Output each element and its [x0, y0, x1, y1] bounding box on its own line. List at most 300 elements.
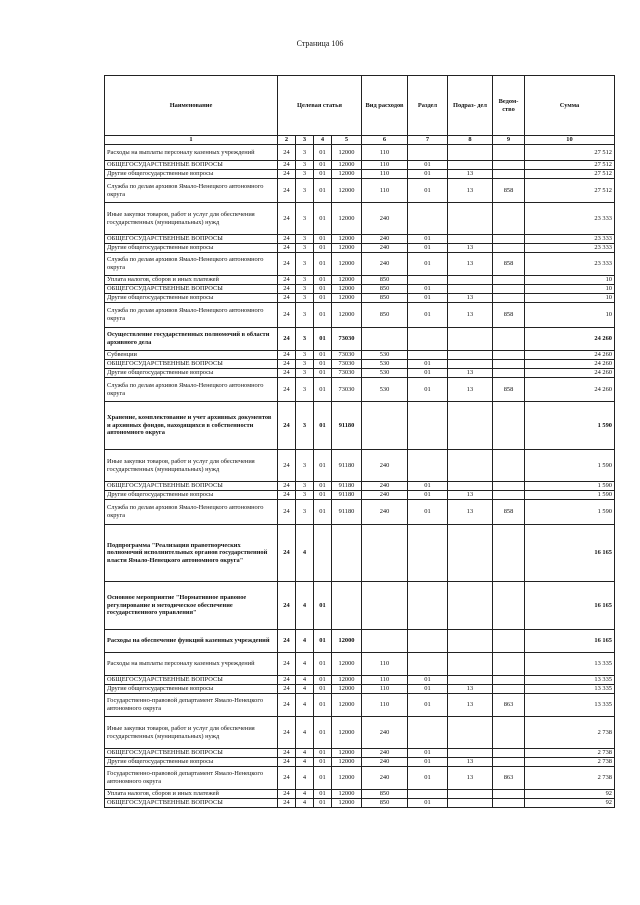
cell-expense-kind — [362, 328, 408, 351]
cell-sum: 2 738 — [525, 767, 615, 790]
cell-name: Другие общегосударственные вопросы — [105, 294, 278, 303]
table-row — [105, 285, 615, 294]
cell-direction: 12000 — [332, 685, 362, 694]
cell-program: 24 — [278, 179, 296, 203]
column-number: 10 — [525, 136, 615, 145]
cell-name: Служба по делам архивов Ямало-Ненецкого автономного округа — [105, 378, 278, 402]
cell-name: ОБЩЕГОСУДАРСТВЕННЫЕ ВОПРОСЫ — [105, 799, 278, 808]
cell-sum: 10 — [525, 276, 615, 285]
cell-name: Уплата налогов, сборов и иных платежей — [105, 276, 278, 285]
cell-subprogram: 4 — [296, 758, 314, 767]
cell-subprogram: 3 — [296, 253, 314, 276]
cell-measure: 01 — [314, 653, 332, 676]
cell-direction — [332, 582, 362, 630]
cell-expense-kind: 850 — [362, 294, 408, 303]
table-row — [105, 450, 615, 482]
cell-subprogram: 4 — [296, 653, 314, 676]
cell-subprogram: 4 — [296, 525, 314, 582]
cell-subprogram: 3 — [296, 294, 314, 303]
cell-subsection — [448, 402, 493, 450]
cell-department — [493, 161, 525, 170]
cell-section: 01 — [408, 253, 448, 276]
cell-measure: 01 — [314, 285, 332, 294]
cell-measure: 01 — [314, 694, 332, 717]
cell-expense-kind: 850 — [362, 285, 408, 294]
cell-name: ОБЩЕГОСУДАРСТВЕННЫЕ ВОПРОСЫ — [105, 161, 278, 170]
cell-subsection: 13 — [448, 767, 493, 790]
cell-measure: 01 — [314, 161, 332, 170]
cell-direction: 12000 — [332, 303, 362, 328]
cell-section — [408, 145, 448, 161]
cell-direction: 12000 — [332, 294, 362, 303]
cell-direction: 91180 — [332, 482, 362, 491]
cell-sum: 23 333 — [525, 244, 615, 253]
cell-subsection: 13 — [448, 170, 493, 179]
cell-sum: 1 590 — [525, 500, 615, 525]
cell-subsection — [448, 482, 493, 491]
table-row — [105, 161, 615, 170]
column-number: 8 — [448, 136, 493, 145]
cell-expense-kind: 530 — [362, 360, 408, 369]
cell-program: 24 — [278, 653, 296, 676]
cell-expense-kind: 110 — [362, 685, 408, 694]
cell-program: 24 — [278, 276, 296, 285]
cell-direction: 12000 — [332, 694, 362, 717]
cell-section: 01 — [408, 303, 448, 328]
cell-program: 24 — [278, 161, 296, 170]
cell-expense-kind: 110 — [362, 145, 408, 161]
cell-section — [408, 525, 448, 582]
cell-measure: 01 — [314, 749, 332, 758]
cell-department — [493, 758, 525, 767]
cell-subsection — [448, 285, 493, 294]
cell-expense-kind: 110 — [362, 161, 408, 170]
cell-section: 01 — [408, 767, 448, 790]
cell-sum: 24 260 — [525, 360, 615, 369]
cell-section: 01 — [408, 378, 448, 402]
cell-subsection — [448, 749, 493, 758]
cell-name: Другие общегосударственные вопросы — [105, 758, 278, 767]
cell-section: 01 — [408, 685, 448, 694]
cell-expense-kind: 240 — [362, 767, 408, 790]
table-row — [105, 685, 615, 694]
cell-subprogram: 3 — [296, 450, 314, 482]
cell-section: 01 — [408, 179, 448, 203]
cell-section — [408, 582, 448, 630]
cell-sum: 92 — [525, 790, 615, 799]
cell-direction: 12000 — [332, 767, 362, 790]
cell-measure: 01 — [314, 790, 332, 799]
cell-program: 24 — [278, 145, 296, 161]
cell-subprogram: 4 — [296, 630, 314, 653]
cell-measure: 01 — [314, 179, 332, 203]
cell-section — [408, 276, 448, 285]
cell-direction: 12000 — [332, 170, 362, 179]
cell-expense-kind: 530 — [362, 351, 408, 360]
cell-section — [408, 653, 448, 676]
cell-subprogram: 3 — [296, 145, 314, 161]
cell-measure: 01 — [314, 799, 332, 808]
header-department: Ведом- ство — [493, 76, 525, 136]
cell-department — [493, 328, 525, 351]
cell-measure: 01 — [314, 450, 332, 482]
cell-subprogram: 3 — [296, 500, 314, 525]
cell-measure: 01 — [314, 402, 332, 450]
table-row — [105, 799, 615, 808]
cell-sum: 16 165 — [525, 525, 615, 582]
cell-department — [493, 203, 525, 235]
cell-program: 24 — [278, 717, 296, 749]
cell-department — [493, 749, 525, 758]
cell-name: Другие общегосударственные вопросы — [105, 685, 278, 694]
cell-subsection: 13 — [448, 369, 493, 378]
cell-section — [408, 402, 448, 450]
cell-measure: 01 — [314, 328, 332, 351]
cell-sum: 24 260 — [525, 328, 615, 351]
column-number: 7 — [408, 136, 448, 145]
cell-expense-kind: 240 — [362, 450, 408, 482]
cell-department — [493, 360, 525, 369]
cell-program: 24 — [278, 676, 296, 685]
cell-program: 24 — [278, 582, 296, 630]
cell-subprogram: 3 — [296, 276, 314, 285]
cell-section: 01 — [408, 369, 448, 378]
cell-name: Иные закупки товаров, работ и услуг для обеспечения государственных (муниципальных) нужд — [105, 203, 278, 235]
cell-name: Расходы на выплаты персоналу казенных учреждений — [105, 653, 278, 676]
table-row — [105, 303, 615, 328]
cell-sum: 16 165 — [525, 630, 615, 653]
header-expense-kind: Вид расходов — [362, 76, 408, 136]
cell-section: 01 — [408, 161, 448, 170]
header-name: Наименование — [105, 76, 278, 136]
table-row — [105, 276, 615, 285]
cell-section — [408, 790, 448, 799]
cell-sum: 2 738 — [525, 717, 615, 749]
cell-expense-kind: 110 — [362, 694, 408, 717]
cell-name: Другие общегосударственные вопросы — [105, 170, 278, 179]
cell-measure: 01 — [314, 244, 332, 253]
cell-section: 01 — [408, 676, 448, 685]
cell-measure: 01 — [314, 303, 332, 328]
cell-department — [493, 653, 525, 676]
cell-section — [408, 203, 448, 235]
cell-sum: 1 590 — [525, 491, 615, 500]
cell-measure: 01 — [314, 170, 332, 179]
cell-department — [493, 799, 525, 808]
table-row — [105, 582, 615, 630]
cell-program: 24 — [278, 351, 296, 360]
cell-program: 24 — [278, 482, 296, 491]
cell-expense-kind: 240 — [362, 500, 408, 525]
cell-department: 858 — [493, 500, 525, 525]
cell-section: 01 — [408, 500, 448, 525]
cell-expense-kind — [362, 582, 408, 630]
cell-measure: 01 — [314, 253, 332, 276]
cell-department — [493, 491, 525, 500]
cell-measure: 01 — [314, 369, 332, 378]
column-number: 1 — [105, 136, 278, 145]
cell-subprogram: 4 — [296, 676, 314, 685]
cell-program: 24 — [278, 758, 296, 767]
cell-subsection — [448, 235, 493, 244]
cell-direction: 12000 — [332, 653, 362, 676]
table-row — [105, 369, 615, 378]
column-number: 2 — [278, 136, 296, 145]
cell-sum: 23 333 — [525, 235, 615, 244]
cell-program: 24 — [278, 170, 296, 179]
table-row — [105, 145, 615, 161]
cell-subprogram: 4 — [296, 694, 314, 717]
cell-name: Служба по делам архивов Ямало-Ненецкого автономного округа — [105, 253, 278, 276]
cell-sum: 24 260 — [525, 351, 615, 360]
cell-sum: 27 512 — [525, 145, 615, 161]
cell-sum: 1 590 — [525, 450, 615, 482]
cell-measure: 01 — [314, 294, 332, 303]
cell-subsection: 13 — [448, 253, 493, 276]
cell-subprogram: 3 — [296, 285, 314, 294]
cell-program: 24 — [278, 328, 296, 351]
cell-department — [493, 276, 525, 285]
cell-subprogram: 3 — [296, 203, 314, 235]
cell-measure: 01 — [314, 351, 332, 360]
cell-program: 24 — [278, 525, 296, 582]
cell-section: 01 — [408, 482, 448, 491]
cell-direction: 12000 — [332, 179, 362, 203]
cell-direction: 12000 — [332, 285, 362, 294]
cell-subsection — [448, 630, 493, 653]
cell-program: 24 — [278, 235, 296, 244]
cell-measure: 01 — [314, 717, 332, 749]
cell-subsection: 13 — [448, 758, 493, 767]
table-row — [105, 630, 615, 653]
cell-measure: 01 — [314, 360, 332, 369]
cell-subprogram: 3 — [296, 360, 314, 369]
cell-sum: 13 335 — [525, 676, 615, 685]
cell-expense-kind — [362, 630, 408, 653]
cell-name: Субвенции — [105, 351, 278, 360]
cell-sum: 92 — [525, 799, 615, 808]
header-subsection: Подраз- дел — [448, 76, 493, 136]
table-row — [105, 351, 615, 360]
table-row — [105, 500, 615, 525]
cell-direction: 12000 — [332, 630, 362, 653]
cell-expense-kind: 110 — [362, 179, 408, 203]
cell-section — [408, 450, 448, 482]
cell-department: 858 — [493, 303, 525, 328]
cell-subsection — [448, 203, 493, 235]
table-row — [105, 360, 615, 369]
cell-subprogram: 3 — [296, 161, 314, 170]
cell-measure: 01 — [314, 500, 332, 525]
cell-subsection — [448, 653, 493, 676]
cell-sum: 10 — [525, 285, 615, 294]
cell-subsection — [448, 360, 493, 369]
cell-direction: 12000 — [332, 799, 362, 808]
cell-sum: 13 335 — [525, 685, 615, 694]
column-number: 9 — [493, 136, 525, 145]
cell-department — [493, 582, 525, 630]
cell-department — [493, 482, 525, 491]
cell-name: Уплата налогов, сборов и иных платежей — [105, 790, 278, 799]
cell-measure: 01 — [314, 767, 332, 790]
cell-direction: 12000 — [332, 244, 362, 253]
cell-subsection: 13 — [448, 500, 493, 525]
cell-department — [493, 685, 525, 694]
column-number-row — [105, 136, 615, 145]
cell-subsection — [448, 328, 493, 351]
cell-section: 01 — [408, 758, 448, 767]
table-row — [105, 328, 615, 351]
cell-expense-kind: 850 — [362, 303, 408, 328]
cell-subsection — [448, 717, 493, 749]
cell-subsection — [448, 145, 493, 161]
cell-expense-kind: 240 — [362, 758, 408, 767]
table-row — [105, 790, 615, 799]
cell-expense-kind: 110 — [362, 170, 408, 179]
cell-program: 24 — [278, 294, 296, 303]
cell-subsection — [448, 676, 493, 685]
cell-expense-kind: 240 — [362, 253, 408, 276]
cell-expense-kind: 240 — [362, 749, 408, 758]
table-row — [105, 694, 615, 717]
cell-direction: 91180 — [332, 450, 362, 482]
table-row — [105, 767, 615, 790]
cell-expense-kind: 530 — [362, 378, 408, 402]
cell-name: Служба по делам архивов Ямало-Ненецкого автономного округа — [105, 303, 278, 328]
table-row — [105, 653, 615, 676]
cell-name: ОБЩЕГОСУДАРСТВЕННЫЕ ВОПРОСЫ — [105, 482, 278, 491]
cell-section — [408, 328, 448, 351]
cell-direction: 73030 — [332, 360, 362, 369]
cell-department: 858 — [493, 378, 525, 402]
cell-sum: 23 333 — [525, 253, 615, 276]
cell-direction — [332, 525, 362, 582]
cell-subprogram: 3 — [296, 170, 314, 179]
cell-direction: 12000 — [332, 749, 362, 758]
cell-name: Другие общегосударственные вопросы — [105, 491, 278, 500]
cell-sum: 1 590 — [525, 402, 615, 450]
cell-department — [493, 525, 525, 582]
table-body — [105, 145, 615, 808]
cell-subsection — [448, 161, 493, 170]
cell-name: ОБЩЕГОСУДАРСТВЕННЫЕ ВОПРОСЫ — [105, 676, 278, 685]
cell-sum: 27 512 — [525, 179, 615, 203]
cell-section: 01 — [408, 244, 448, 253]
cell-program: 24 — [278, 450, 296, 482]
table-row — [105, 758, 615, 767]
header-sum: Сумма — [525, 76, 615, 136]
cell-expense-kind: 240 — [362, 244, 408, 253]
table-row — [105, 749, 615, 758]
cell-subsection — [448, 276, 493, 285]
cell-sum: 13 335 — [525, 694, 615, 717]
cell-section: 01 — [408, 799, 448, 808]
table-row — [105, 482, 615, 491]
cell-sum: 2 738 — [525, 758, 615, 767]
cell-direction: 12000 — [332, 203, 362, 235]
cell-name: Служба по делам архивов Ямало-Ненецкого автономного округа — [105, 500, 278, 525]
cell-direction: 73030 — [332, 351, 362, 360]
table-row — [105, 378, 615, 402]
cell-section: 01 — [408, 694, 448, 717]
cell-direction: 73030 — [332, 369, 362, 378]
cell-subsection — [448, 790, 493, 799]
cell-section: 01 — [408, 491, 448, 500]
cell-subprogram: 3 — [296, 179, 314, 203]
cell-expense-kind: 850 — [362, 790, 408, 799]
cell-department: 858 — [493, 179, 525, 203]
cell-department — [493, 369, 525, 378]
cell-subsection: 13 — [448, 694, 493, 717]
cell-name: Другие общегосударственные вопросы — [105, 369, 278, 378]
cell-name: Расходы на выплаты персоналу казенных учреждений — [105, 145, 278, 161]
cell-program: 24 — [278, 402, 296, 450]
cell-name: Хранение, комплектование и учет архивных документов и архивных фондов, находящихся в собственности автономного округа — [105, 402, 278, 450]
cell-measure — [314, 525, 332, 582]
cell-sum: 27 512 — [525, 161, 615, 170]
cell-program: 24 — [278, 253, 296, 276]
cell-subsection: 13 — [448, 685, 493, 694]
table-row — [105, 402, 615, 450]
cell-measure: 01 — [314, 685, 332, 694]
cell-subprogram: 3 — [296, 491, 314, 500]
cell-department — [493, 285, 525, 294]
cell-measure: 01 — [314, 145, 332, 161]
cell-program: 24 — [278, 500, 296, 525]
cell-program: 24 — [278, 203, 296, 235]
table-row — [105, 676, 615, 685]
cell-department — [493, 790, 525, 799]
cell-program: 24 — [278, 799, 296, 808]
cell-program: 24 — [278, 285, 296, 294]
cell-expense-kind — [362, 402, 408, 450]
cell-name: Другие общегосударственные вопросы — [105, 244, 278, 253]
cell-name: ОБЩЕГОСУДАРСТВЕННЫЕ ВОПРОСЫ — [105, 749, 278, 758]
cell-direction: 91180 — [332, 491, 362, 500]
cell-expense-kind: 240 — [362, 491, 408, 500]
cell-department — [493, 170, 525, 179]
cell-sum: 1 590 — [525, 482, 615, 491]
cell-department: 858 — [493, 253, 525, 276]
cell-name: Основное мероприятие "Нормативное правовое регулирование и методическое обеспечение государственного управления" — [105, 582, 278, 630]
table-row — [105, 235, 615, 244]
cell-subprogram: 3 — [296, 482, 314, 491]
page-title: Страница 106 — [296, 39, 344, 48]
cell-measure: 01 — [314, 676, 332, 685]
cell-subsection — [448, 450, 493, 482]
cell-subsection — [448, 351, 493, 360]
cell-subprogram: 3 — [296, 369, 314, 378]
cell-program: 24 — [278, 685, 296, 694]
cell-subsection: 13 — [448, 294, 493, 303]
cell-direction: 12000 — [332, 276, 362, 285]
cell-measure: 01 — [314, 276, 332, 285]
column-number: 3 — [296, 136, 314, 145]
cell-department — [493, 717, 525, 749]
cell-department — [493, 244, 525, 253]
cell-program: 24 — [278, 244, 296, 253]
cell-sum: 10 — [525, 303, 615, 328]
cell-department — [493, 630, 525, 653]
cell-direction: 91180 — [332, 402, 362, 450]
cell-name: ОБЩЕГОСУДАРСТВЕННЫЕ ВОПРОСЫ — [105, 285, 278, 294]
cell-section: 01 — [408, 170, 448, 179]
cell-direction: 12000 — [332, 717, 362, 749]
cell-direction: 12000 — [332, 235, 362, 244]
cell-department — [493, 294, 525, 303]
cell-program: 24 — [278, 694, 296, 717]
cell-section — [408, 630, 448, 653]
